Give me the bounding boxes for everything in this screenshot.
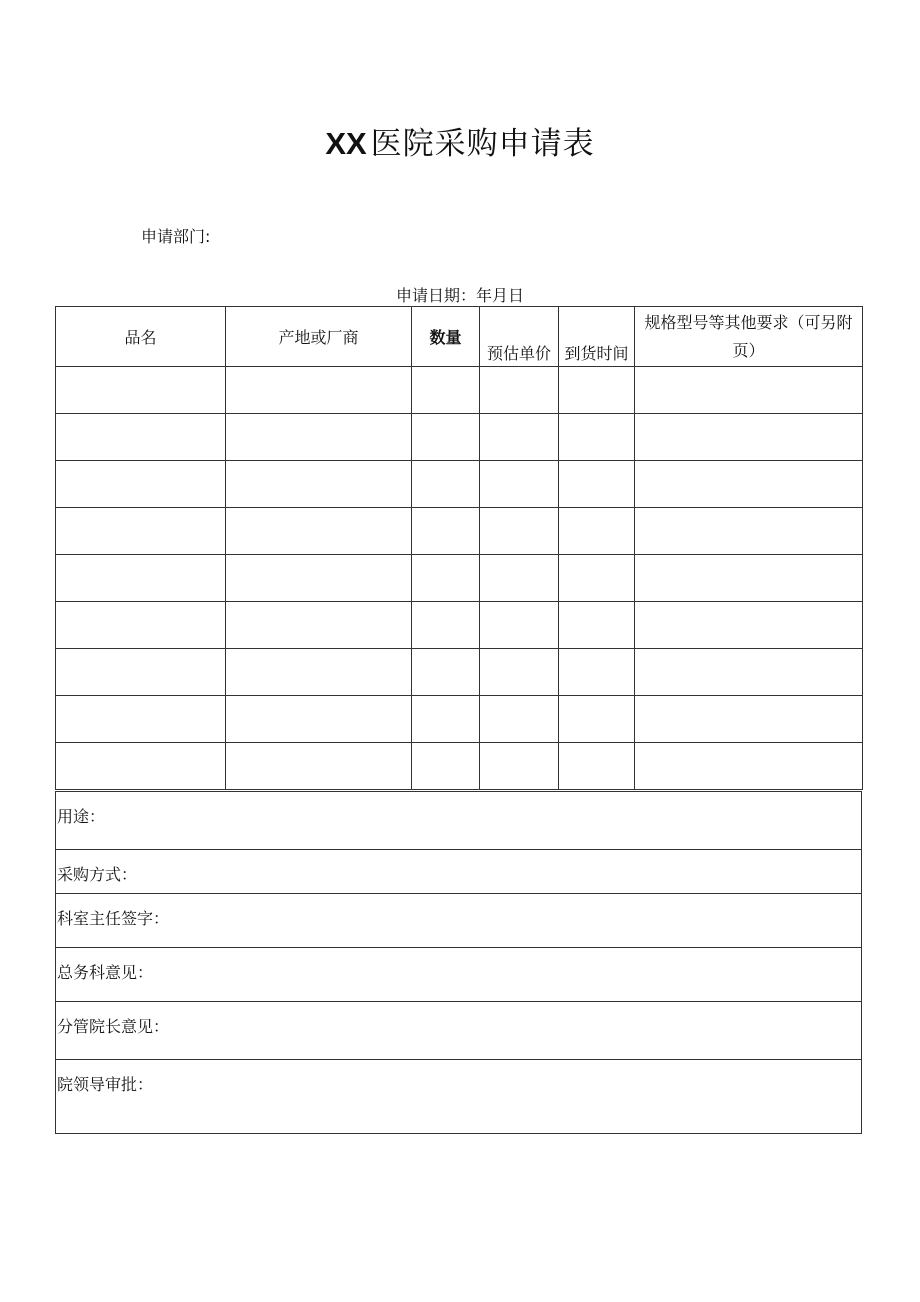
cell-item-name[interactable] <box>56 461 226 508</box>
cell-origin[interactable] <box>226 649 412 696</box>
table-row <box>56 602 863 649</box>
cell-origin[interactable] <box>226 461 412 508</box>
cell-origin[interactable] <box>226 555 412 602</box>
cell-quantity[interactable] <box>412 649 480 696</box>
cell-arrival[interactable] <box>559 367 635 414</box>
department-label: 申请部门: <box>141 227 211 246</box>
cell-quantity[interactable] <box>412 367 480 414</box>
table-row <box>56 649 863 696</box>
cell-price[interactable] <box>480 461 559 508</box>
cell-quantity[interactable] <box>412 508 480 555</box>
cell-arrival[interactable] <box>559 602 635 649</box>
cell-price[interactable] <box>480 508 559 555</box>
cell-price[interactable] <box>480 414 559 461</box>
cell-arrival[interactable] <box>559 649 635 696</box>
header-arrival-time: 到货时间 <box>559 307 635 367</box>
cell-spec[interactable] <box>635 696 863 743</box>
cell-item-name[interactable] <box>56 555 226 602</box>
title-text: 医院采购申请表 <box>370 126 595 162</box>
cell-quantity[interactable] <box>412 602 480 649</box>
table-row <box>56 414 863 461</box>
cell-spec[interactable] <box>635 367 863 414</box>
cell-spec[interactable] <box>635 743 863 790</box>
header-item-name: 品名 <box>56 307 226 367</box>
cell-spec[interactable] <box>635 461 863 508</box>
cell-quantity[interactable] <box>412 461 480 508</box>
leadership-approval-field[interactable]: 院领导审批： <box>56 1060 862 1134</box>
purpose-field[interactable]: 用途： <box>56 792 862 850</box>
cell-origin[interactable] <box>226 743 412 790</box>
header-estimated-price: 预估单价 <box>480 307 559 367</box>
approvals-table <box>55 791 862 1134</box>
cell-quantity[interactable] <box>412 743 480 790</box>
cell-item-name[interactable] <box>56 508 226 555</box>
cell-item-name[interactable] <box>56 602 226 649</box>
cell-arrival[interactable] <box>559 555 635 602</box>
cell-origin[interactable] <box>226 367 412 414</box>
cell-price[interactable] <box>480 649 559 696</box>
cell-arrival[interactable] <box>559 414 635 461</box>
date-label: 申请日期：年月日 <box>395 286 524 305</box>
cell-origin[interactable] <box>226 602 412 649</box>
table-row <box>56 743 863 790</box>
cell-spec[interactable] <box>635 555 863 602</box>
cell-item-name[interactable] <box>56 743 226 790</box>
cell-spec[interactable] <box>635 649 863 696</box>
header-specifications: 规格型号等其他要求（可另附页） <box>635 307 863 367</box>
cell-origin[interactable] <box>226 508 412 555</box>
cell-item-name[interactable] <box>56 367 226 414</box>
department-head-signature-field[interactable]: 科室主任签字： <box>56 894 862 948</box>
cell-arrival[interactable] <box>559 508 635 555</box>
table-row <box>56 508 863 555</box>
cell-price[interactable] <box>480 602 559 649</box>
cell-item-name[interactable] <box>56 696 226 743</box>
deputy-director-opinion-field[interactable]: 分管院长意见： <box>56 1002 862 1060</box>
table-row <box>56 555 863 602</box>
cell-price[interactable] <box>480 696 559 743</box>
table-header-row <box>56 307 863 367</box>
cell-spec[interactable] <box>635 508 863 555</box>
cell-price[interactable] <box>480 555 559 602</box>
table-row <box>56 461 863 508</box>
cell-price[interactable] <box>480 743 559 790</box>
header-quantity: 数量 <box>412 307 480 367</box>
cell-arrival[interactable] <box>559 743 635 790</box>
table-row <box>56 696 863 743</box>
cell-price[interactable] <box>480 367 559 414</box>
header-origin-manufacturer: 产地或厂商 <box>226 307 412 367</box>
general-affairs-opinion-field[interactable]: 总务科意见： <box>56 948 862 1002</box>
cell-item-name[interactable] <box>56 414 226 461</box>
cell-quantity[interactable] <box>412 414 480 461</box>
cell-item-name[interactable] <box>56 649 226 696</box>
cell-spec[interactable] <box>635 414 863 461</box>
purchase-method-field[interactable]: 采购方式： <box>56 850 862 894</box>
cell-quantity[interactable] <box>412 555 480 602</box>
cell-arrival[interactable] <box>559 696 635 743</box>
cell-arrival[interactable] <box>559 461 635 508</box>
items-table <box>55 306 863 790</box>
title-prefix: XX <box>325 126 367 161</box>
cell-origin[interactable] <box>226 414 412 461</box>
page-title <box>0 118 920 163</box>
cell-spec[interactable] <box>635 602 863 649</box>
table-row <box>56 367 863 414</box>
cell-quantity[interactable] <box>412 696 480 743</box>
cell-origin[interactable] <box>226 696 412 743</box>
